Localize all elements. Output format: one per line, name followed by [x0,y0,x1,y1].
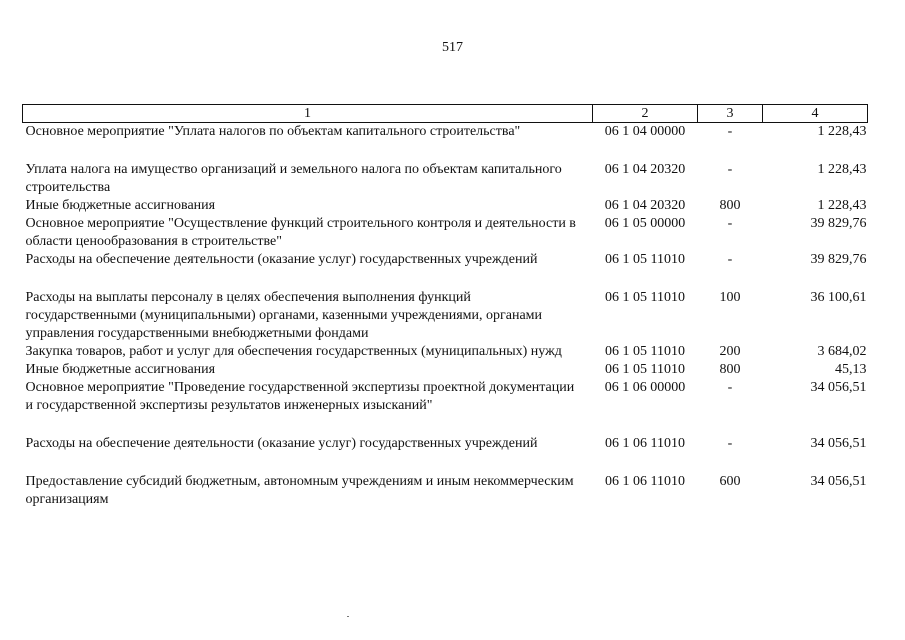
row-amount: 34 056,51 [810,474,867,489]
table-row [23,161,868,197]
row-code: 06 1 05 11010 [605,252,685,267]
row-expense-type: - [727,436,733,451]
page-number: 517 [442,40,463,55]
row-expense-type: - [727,380,733,395]
scan-speck [347,616,349,617]
row-expense-type: - [727,216,733,231]
row-amount: 1 228,43 [817,162,867,177]
row-expense-type: 800 [719,198,741,213]
row-amount: 39 829,76 [810,252,867,267]
row-amount: 34 056,51 [810,380,867,395]
table-row [23,215,868,251]
row-name: Основное мероприятие "Осуществление функций строительного контроля и деятельности в области ценообразования в строительстве" [25,216,576,249]
row-amount: 1 228,43 [817,198,867,213]
row-code: 06 1 05 11010 [605,362,685,377]
row-code: 06 1 05 11010 [605,344,685,359]
row-code: 06 1 05 11010 [605,290,685,305]
column-header-3: 3 [698,105,763,123]
table-row [23,361,868,379]
row-name: Уплата налога на имущество организаций и земельного налога по объектам капитального строительства [25,162,562,195]
row-code: 06 1 06 11010 [605,474,685,489]
table-row [23,435,868,473]
row-name: Иные бюджетные ассигнования [25,198,216,213]
row-name: Основное мероприятие "Проведение государственной экспертизы проектной документации и государственной экспертизы результатов инженерных изысканий" [25,380,575,413]
row-expense-type: - [727,252,733,267]
row-name: Предоставление субсидий бюджетным, автономным учреждениям и иным некоммерческим организациям [25,474,574,507]
column-header-4: 4 [763,105,868,123]
column-header-1: 1 [23,105,593,123]
table-row [23,197,868,215]
row-amount: 1 228,43 [817,124,867,139]
row-amount: 3 684,02 [817,344,867,359]
table-row [23,379,868,435]
row-code: 06 1 04 00000 [604,124,686,139]
row-name: Расходы на выплаты персоналу в целях обеспечения выполнения функций государственными (муниципальными) органами, казенными учреждениями, органами управления государственными внебюджетными фондами [25,290,543,341]
row-expense-type: 600 [719,474,741,489]
row-expense-type: - [727,124,733,139]
table-row [23,343,868,361]
row-amount: 36 100,61 [810,290,867,305]
row-name: Расходы на обеспечение деятельности (оказание услуг) государственных учреждений [25,252,538,267]
row-code: 06 1 04 20320 [604,198,686,213]
row-code: 06 1 06 11010 [605,436,685,451]
row-code: 06 1 05 00000 [604,216,686,231]
budget-table [22,104,868,509]
table-row [23,251,868,289]
table-header-row [23,105,868,123]
table-row [23,123,868,162]
row-amount: 34 056,51 [810,436,867,451]
row-code: 06 1 04 20320 [604,162,686,177]
row-expense-type: 800 [719,362,741,377]
row-amount: 39 829,76 [810,216,867,231]
row-expense-type: 100 [719,290,741,305]
row-name: Основное мероприятие "Уплата налогов по объектам капитального строительства" [25,124,521,139]
row-amount: 45,13 [835,362,867,377]
row-name: Расходы на обеспечение деятельности (оказание услуг) государственных учреждений [25,436,538,451]
row-code: 06 1 06 00000 [604,380,686,395]
row-name: Иные бюджетные ассигнования [25,362,216,377]
table-row [23,289,868,343]
row-expense-type: 200 [719,344,741,359]
table-row [23,473,868,509]
row-expense-type: - [727,162,733,177]
column-header-2: 2 [593,105,698,123]
row-name: Закупка товаров, работ и услуг для обеспечения государственных (муниципальных) нужд [25,344,562,359]
